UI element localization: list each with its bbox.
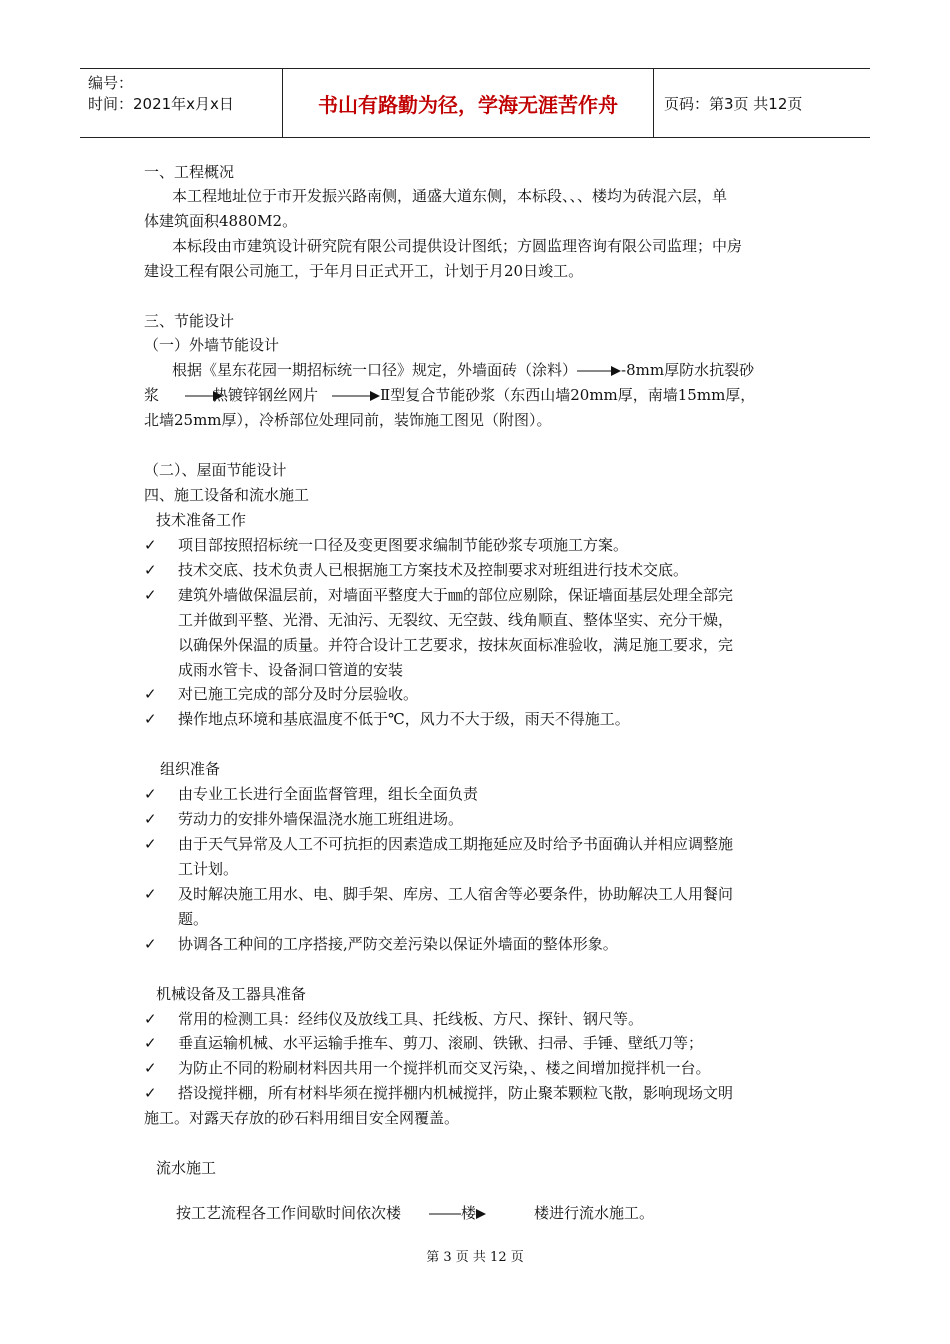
check-icon: ✓ <box>144 1034 157 1052</box>
list-item: 项目部按照招标统一口径及变更图要求编制节能砂浆专项施工方案。 <box>178 536 629 554</box>
list-item: 技术交底、技术负责人已根据施工方案技术及控制要求对班组进行技术交底。 <box>178 561 689 579</box>
check-icon: ✓ <box>144 536 157 554</box>
check-icon: ✓ <box>144 935 157 953</box>
list-item-cont: 成雨水管卡、设备洞口管道的安装 <box>178 661 404 679</box>
doc-number-label: 编号： <box>88 74 134 92</box>
arrow-right-icon <box>332 390 380 402</box>
check-icon: ✓ <box>144 1010 157 1028</box>
page-footer: 第 3 页 共 12 页 <box>426 1250 524 1265</box>
list-item: 对已施工完成的部分及时分层验收。 <box>178 685 419 703</box>
check-icon: ✓ <box>144 835 157 853</box>
paragraph-line: 本工程地址位于市开发振兴路南侧，通盛大道东侧，本标段、、、楼均为砖混六层，单 <box>172 187 728 205</box>
list-item: 及时解决施工用水、电、脚手架、库房、工人宿舍等必要条件，协助解决工人用餐问 <box>178 885 734 903</box>
list-item: 由专业工长进行全面监督管理，组长全面负责 <box>178 785 479 803</box>
check-icon: ✓ <box>144 710 157 728</box>
check-icon: ✓ <box>144 885 157 903</box>
dash-icon <box>429 1208 461 1220</box>
paragraph-line: 根据《星东花园一期招标统一口径》规定，外墙面砖（涂料） -8mm厚防水抗裂砂 <box>172 361 755 379</box>
section-title: 四、施工设备和流水施工 <box>144 486 310 504</box>
paragraph-line: 建设工程有限公司施工，于年月日正式开工，计划于月20日竣工。 <box>144 262 584 280</box>
subsection-title: （二）、屋面节能设计 <box>144 461 287 479</box>
list-heading: 技术准备工作 <box>156 511 247 529</box>
list-item: 由于天气异常及人工不可抗拒的因素造成工期拖延应及时给予书面确认并相应调整施 <box>178 835 734 853</box>
list-item-cont: 题。 <box>178 910 209 928</box>
list-item: 常用的检测工具：经纬仪及放线工具、托线板、方尺、探针、钢尺等。 <box>178 1010 644 1028</box>
list-item: 垂直运输机械、水平运输手推车、剪刀、滚刷、铁锹、扫帚、手锤、壁纸刀等； <box>178 1034 704 1052</box>
list-heading: 机械设备及工器具准备 <box>156 985 307 1003</box>
paragraph-line: 本标段由市建筑设计研究院有限公司提供设计图纸；方圆监理咨询有限公司监理；中房 <box>172 237 743 255</box>
arrow-right-icon <box>577 365 621 377</box>
section-title: 一、工程概况 <box>144 163 235 181</box>
list-heading: 组织准备 <box>160 760 221 778</box>
list-item-cont: 以确保外保温的质量。并符合设计工艺要求，按抹灰面标准验收，满足施工要求，完 <box>178 636 734 654</box>
check-icon: ✓ <box>144 685 157 703</box>
header-motto: 书山有路勤为径，学海无涯苦作舟 <box>318 92 618 117</box>
list-item: 为防止不同的粉刷材料因共用一个搅拌机而交叉污染，、楼之间增加搅拌机一台。 <box>178 1059 711 1077</box>
header-motto-cell <box>282 69 654 137</box>
list-item: 建筑外墙做保温层前，对墙面平整度大于㎜的部位应剔除，保证墙面基层处理全部完 <box>178 586 734 604</box>
list-item: 劳动力的安排外墙保温浇水施工班组进场。 <box>178 810 464 828</box>
check-icon: ✓ <box>144 1084 157 1102</box>
check-icon: ✓ <box>144 1059 157 1077</box>
check-icon: ✓ <box>144 561 157 579</box>
paragraph-line: 按工艺流程各工作间歇时间依次楼 楼 楼进行流水施工。 <box>176 1204 655 1222</box>
arrow-right-icon <box>476 1208 488 1220</box>
check-icon: ✓ <box>144 810 157 828</box>
list-item-cont: 工计划。 <box>178 860 239 878</box>
list-heading: 流水施工 <box>156 1159 217 1177</box>
list-item-cont: 施工。对露天存放的砂石料用细目安全网覆盖。 <box>144 1109 460 1127</box>
check-icon: ✓ <box>144 586 157 604</box>
paragraph-line: 浆 热镀锌钢丝网片 Ⅱ型复合节能砂浆（东西山墙20mm厚，南墙15mm厚， <box>144 386 756 404</box>
list-item: 搭设搅拌棚，所有材料毕须在搅拌棚内机械搅拌，防止聚苯颗粒飞散，影响现场文明 <box>178 1084 734 1102</box>
list-item: 操作地点环境和基底温度不低于℃，风力不大于级，雨天不得施工。 <box>178 710 630 728</box>
list-item-cont: 工并做到平整、光滑、无油污、无裂纹、无空鼓、线角顺直、整体坚实、充分干燥， <box>178 611 734 629</box>
doc-time-label: 时间：2021年x月x日 <box>88 95 234 113</box>
subsection-title: （一）外墙节能设计 <box>144 336 280 354</box>
list-item: 协调各工种间的工序搭接,严防交差污染以保证外墙面的整体形象。 <box>178 935 618 953</box>
check-icon: ✓ <box>144 785 157 803</box>
section-title: 三、节能设计 <box>144 312 235 330</box>
paragraph-line: 北墙25mm厚），冷桥部位处理同前，装饰施工图见（附图）。 <box>144 411 552 429</box>
header-meta <box>80 69 282 137</box>
paragraph-line: 体建筑面积4880M2。 <box>144 212 298 230</box>
header-page-info: 页码：第3页 共12页 <box>664 94 803 113</box>
page-header <box>80 68 870 138</box>
